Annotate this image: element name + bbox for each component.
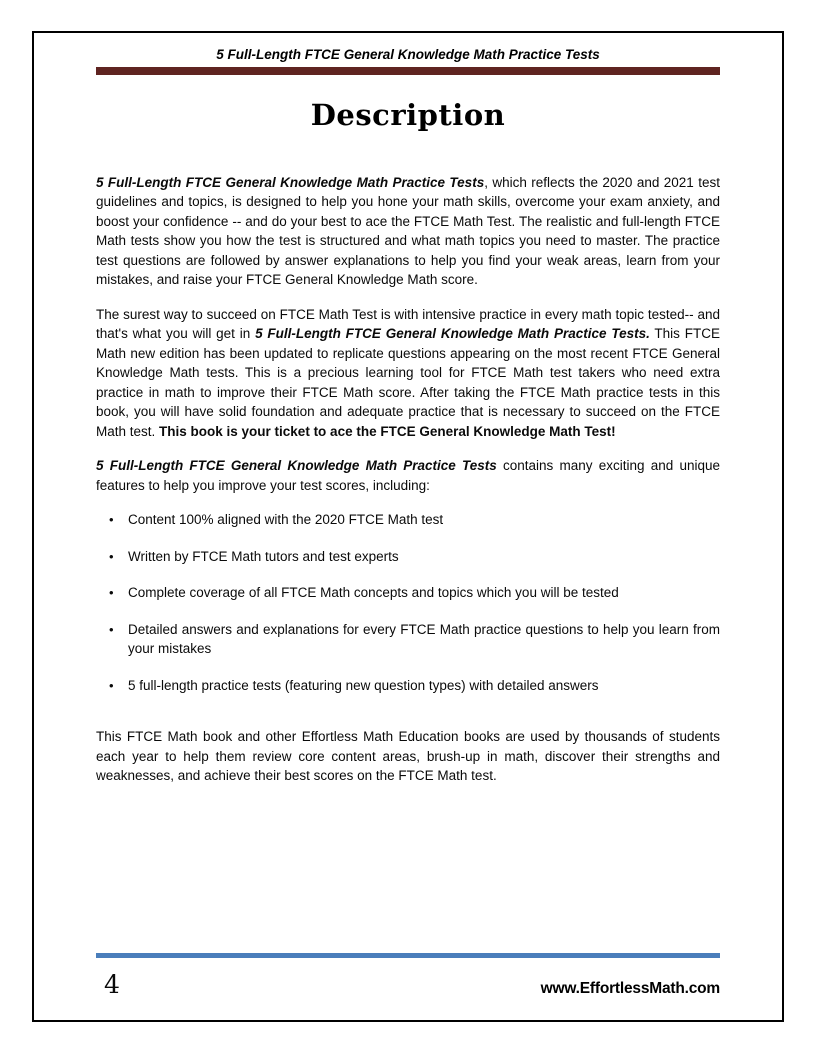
paragraph-2 <box>96 305 720 442</box>
footer-row <box>96 970 720 999</box>
paragraph-2-text-a: The surest way to succeed on FTCE Math Test is with intensive practice in every math topic tested-- and that's what you will get in <box>96 306 720 342</box>
page-number: 4 <box>104 970 120 999</box>
list-item <box>109 620 720 659</box>
list-item <box>109 583 720 603</box>
running-header-title: 5 Full-Length FTCE General Knowledge Math Practice Tests <box>216 47 600 62</box>
paragraph-1-text: , which reflects the 2020 and 2021 test guidelines and topics, is designed to help you hone your math skills, overcome your exam anxiety, and boost your confidence -- and do your best to ace the FTCE Math Test. The realistic and full-length FTCE Math tests show you how the test is structured and what math topics you need to master. The practice test questions are followed by answer explanations to help you find your weak areas, learn from your mistakes, and raise your FTCE General Knowledge Math score. <box>96 174 720 288</box>
paragraph-2-bold-callout: This book is your ticket to ace the FTCE General Knowledge Math Test! <box>159 423 616 439</box>
book-title-emphasis: 5 Full-Length FTCE General Knowledge Math Practice Tests <box>96 174 485 190</box>
bullet-icon: • <box>109 548 114 564</box>
bullet-icon: • <box>109 512 114 528</box>
book-title-emphasis: 5 Full-Length FTCE General Knowledge Math Practice Tests. <box>255 326 650 342</box>
paragraph-1 <box>96 173 720 290</box>
page-title: Description <box>310 98 506 133</box>
page-body <box>96 173 720 786</box>
website-link[interactable]: www.EffortlessMath.com <box>540 980 720 997</box>
bullet-icon: • <box>109 677 114 693</box>
page-header <box>96 47 720 75</box>
list-item-text: Complete coverage of all FTCE Math concepts and topics which you will be tested <box>128 585 619 601</box>
list-item <box>109 510 720 530</box>
page-footer <box>96 953 720 999</box>
list-item-text: Detailed answers and explanations for every FTCE Math practice questions to help you learn from your mistakes <box>128 621 720 657</box>
list-item <box>109 676 720 696</box>
list-item-text: Content 100% aligned with the 2020 FTCE Math test <box>128 512 444 528</box>
footer-rule <box>96 953 720 958</box>
list-item-text: Written by FTCE Math tutors and test experts <box>128 548 399 564</box>
paragraph-4: This FTCE Math book and other Effortless Math Education books are used by thousands of students each year to help them review core content areas, brush-up in math, discover their strengths and weaknesses, and achieve their best scores on the FTCE Math test. <box>96 729 720 784</box>
paragraph-2-text-b: This FTCE Math new edition has been updated to replicate questions appearing on the most recent FTCE General Knowledge Math tests. This is a precious learning tool for FTCE Math test takers who need extra practice in math to improve their FTCE Math score. After taking the FTCE Math practice tests in this book, you will have solid foundation and adequate practice that is necessary to succeed on the FTCE Math test. <box>96 326 720 439</box>
header-rule <box>96 67 720 75</box>
bullet-icon: • <box>109 621 114 637</box>
list-item <box>109 547 720 567</box>
bullet-icon: • <box>109 585 114 601</box>
page-border <box>32 31 784 1022</box>
list-item-text: 5 full-length practice tests (featuring new question types) with detailed answers <box>128 677 599 693</box>
paragraph-3 <box>96 456 720 495</box>
book-title-emphasis: 5 Full-Length FTCE General Knowledge Math Practice Tests <box>96 458 497 474</box>
features-list <box>96 510 720 695</box>
paragraph-3-text: contains many exciting and unique features to help you improve your test scores, including: <box>96 458 720 493</box>
